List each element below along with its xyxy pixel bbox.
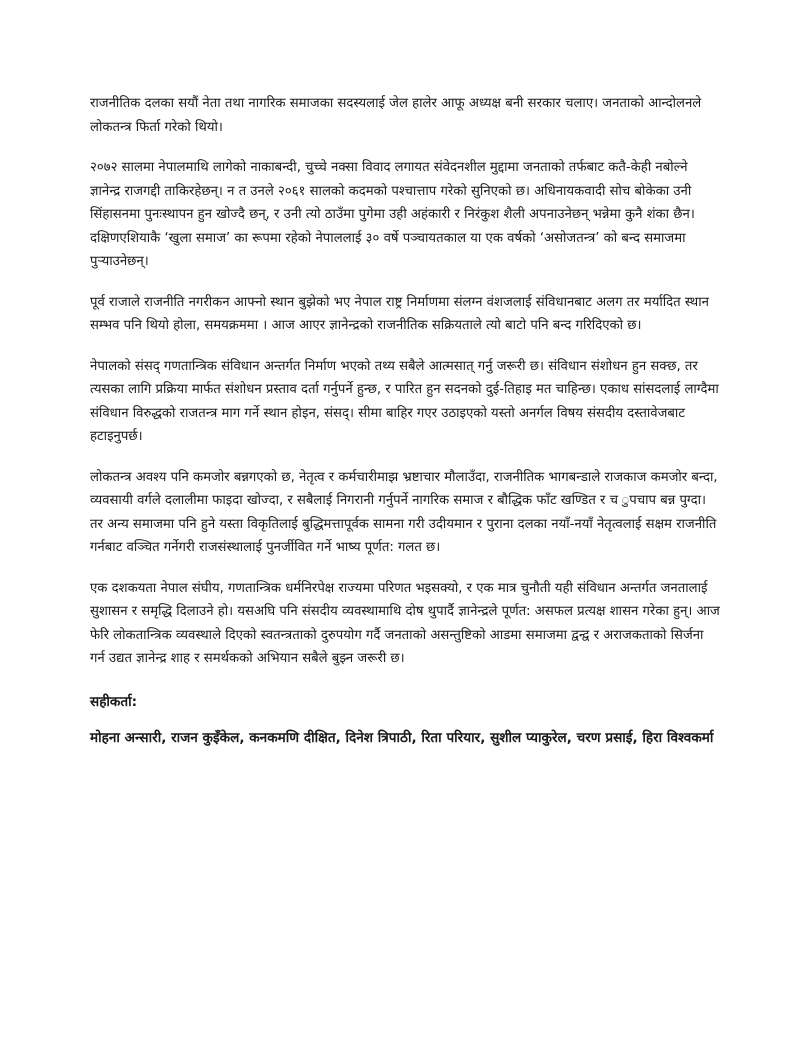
paragraph-6: एक दशकयता नेपाल संघीय, गणतान्त्रिक धर्मनिरपेक्ष राज्यमा परिणत भइसक्यो, र एक मात्र चुनौती यही संविधान अन्तर्गत जनतालाई सुशासन र समृद्धि दिलाउने हो। यसअघि पनि संसदीय व्यवस्थामाथि दोष थुपार्दै ज्ञानेन्द्रले पूर्णत: असफल प्रत्यक्ष शासन गरेका हुन्। आज फेरि लोकतान्त्रिक व्यवस्थाले दिएको स्वतन्त्रताको दुरुपयोग गर्दै जनताको असन्तुष्टिको आडमा समाजमा द्वन्द्व र अराजकताको सिर्जना गर्न उद्यत ज्ञानेन्द्र शाह र समर्थकको अभियान सबैले बुझ्न जरूरी छ। [90, 580, 720, 666]
signers-list: मोहना अन्सारी, राजन कुइँकेल, कनकमणि दीक्षित, दिनेश त्रिपाठी, रिता परियार, सुशील प्याकुरेल, चरण प्रसाई, हिरा विश्वकर्मा [90, 729, 714, 746]
paragraph-1: राजनीतिक दलका सयौं नेता तथा नागरिक समाजका सदस्यलाई जेल हालेर आफू अध्यक्ष बनी सरकार चलाए। जनताको आन्दोलनले लोकतन्त्र फिर्ता गरेको थियो। [90, 96, 702, 135]
paragraph-3: पूर्व राजाले राजनीति नगरीकन आफ्नो स्थान बुझेको भए नेपाल राष्ट्र निर्माणमा संलग्न वंशजलाई संविधानबाट अलग तर मर्यादित स्थान सम्भव पनि थियो होला, समयक्रममा । आज आएर ज्ञानेन्द्रको राजनीतिक सक्रियताले त्यो बाटो पनि बन्द गरिदिएको छ। [90, 294, 709, 333]
paragraph-5: लोकतन्त्र अवश्य पनि कमजोर बन्नगएको छ, नेतृत्व र कर्मचारीमाझ भ्रष्टाचार मौलाउँदा, राजनीतिक भागबन्डाले राजकाज कमजोर बन्दा, व्यवसायी वर्गले दलालीमा फाइदा खोज्दा, र सबैलाई निगरानी गर्नुपर्ने नागरिक समाज र बौद्धिक फाँट खण्डित र च ुपचाप बन्न पुग्दा। तर अन्य समाजमा पनि हुने यस्ता विकृतिलाई बुद्धिमत्तापूर्वक सामना गरी उदीयमान र पुराना दलका नयाँ-नयाँ नेतृत्वलाई सक्षम राजनीति गर्नबाट वञ्चित गर्नेगरी राजसंस्थालाई पुनर्जीवित गर्ने भाष्य पूर्णत: गलत छ। [90, 469, 718, 555]
signers-heading: सहीकर्ता: [90, 693, 138, 710]
paragraph-2: २०७२ सालमा नेपालमाथि लागेको नाकाबन्दी, चुच्चे नक्सा विवाद लगायत संवेदनशील मुद्दामा जनताको तर्फबाट कतै-केही नबोल्ने ज्ञानेन्द्र राजगद्दी ताकिरहेछन्। न त उनले २०६१ सालको कदमको पश्चात्ताप गरेको सुनिएको छ। अधिनायकवादी सोच बोकेका उनी सिंहासनमा पुनःस्थापन हुन खोज्दै छन्, र उनी त्यो ठाउँमा पुगेमा उही अहंकारी र निरंकुश शैली अपनाउनेछन् भन्नेमा कुनै शंका छैन। दक्षिणएशियाकै ‘खुला समाज’ का रूपमा रहेको नेपाललाई ३० वर्षे पञ्चायतकाल या एक वर्षको ‘असोजतन्त्र’ को बन्द समाजमा पुर्‍याउनेछन्। [90, 160, 695, 269]
paragraph-4: नेपालको संसद् गणतान्त्रिक संविधान अन्तर्गत निर्माण भएको तथ्य सबैले आत्मसात् गर्नु जरूरी छ। संविधान संशोधन हुन सक्छ, तर त्यसका लागि प्रक्रिया मार्फत संशोधन प्रस्ताव दर्ता गर्नुपर्ने हुन्छ, र पारित हुन सदनको दुई-तिहाइ मत चाहिन्छ। एकाध सांसदलाई लाग्दैमा संविधान विरुद्धको राजतन्त्र माग गर्ने स्थान होइन, संसद्। सीमा बाहिर गएर उठाइएको यस्तो अनर्गल विषय संसदीय दस्तावेजबाट हटाइनुपर्छ। [90, 358, 719, 444]
